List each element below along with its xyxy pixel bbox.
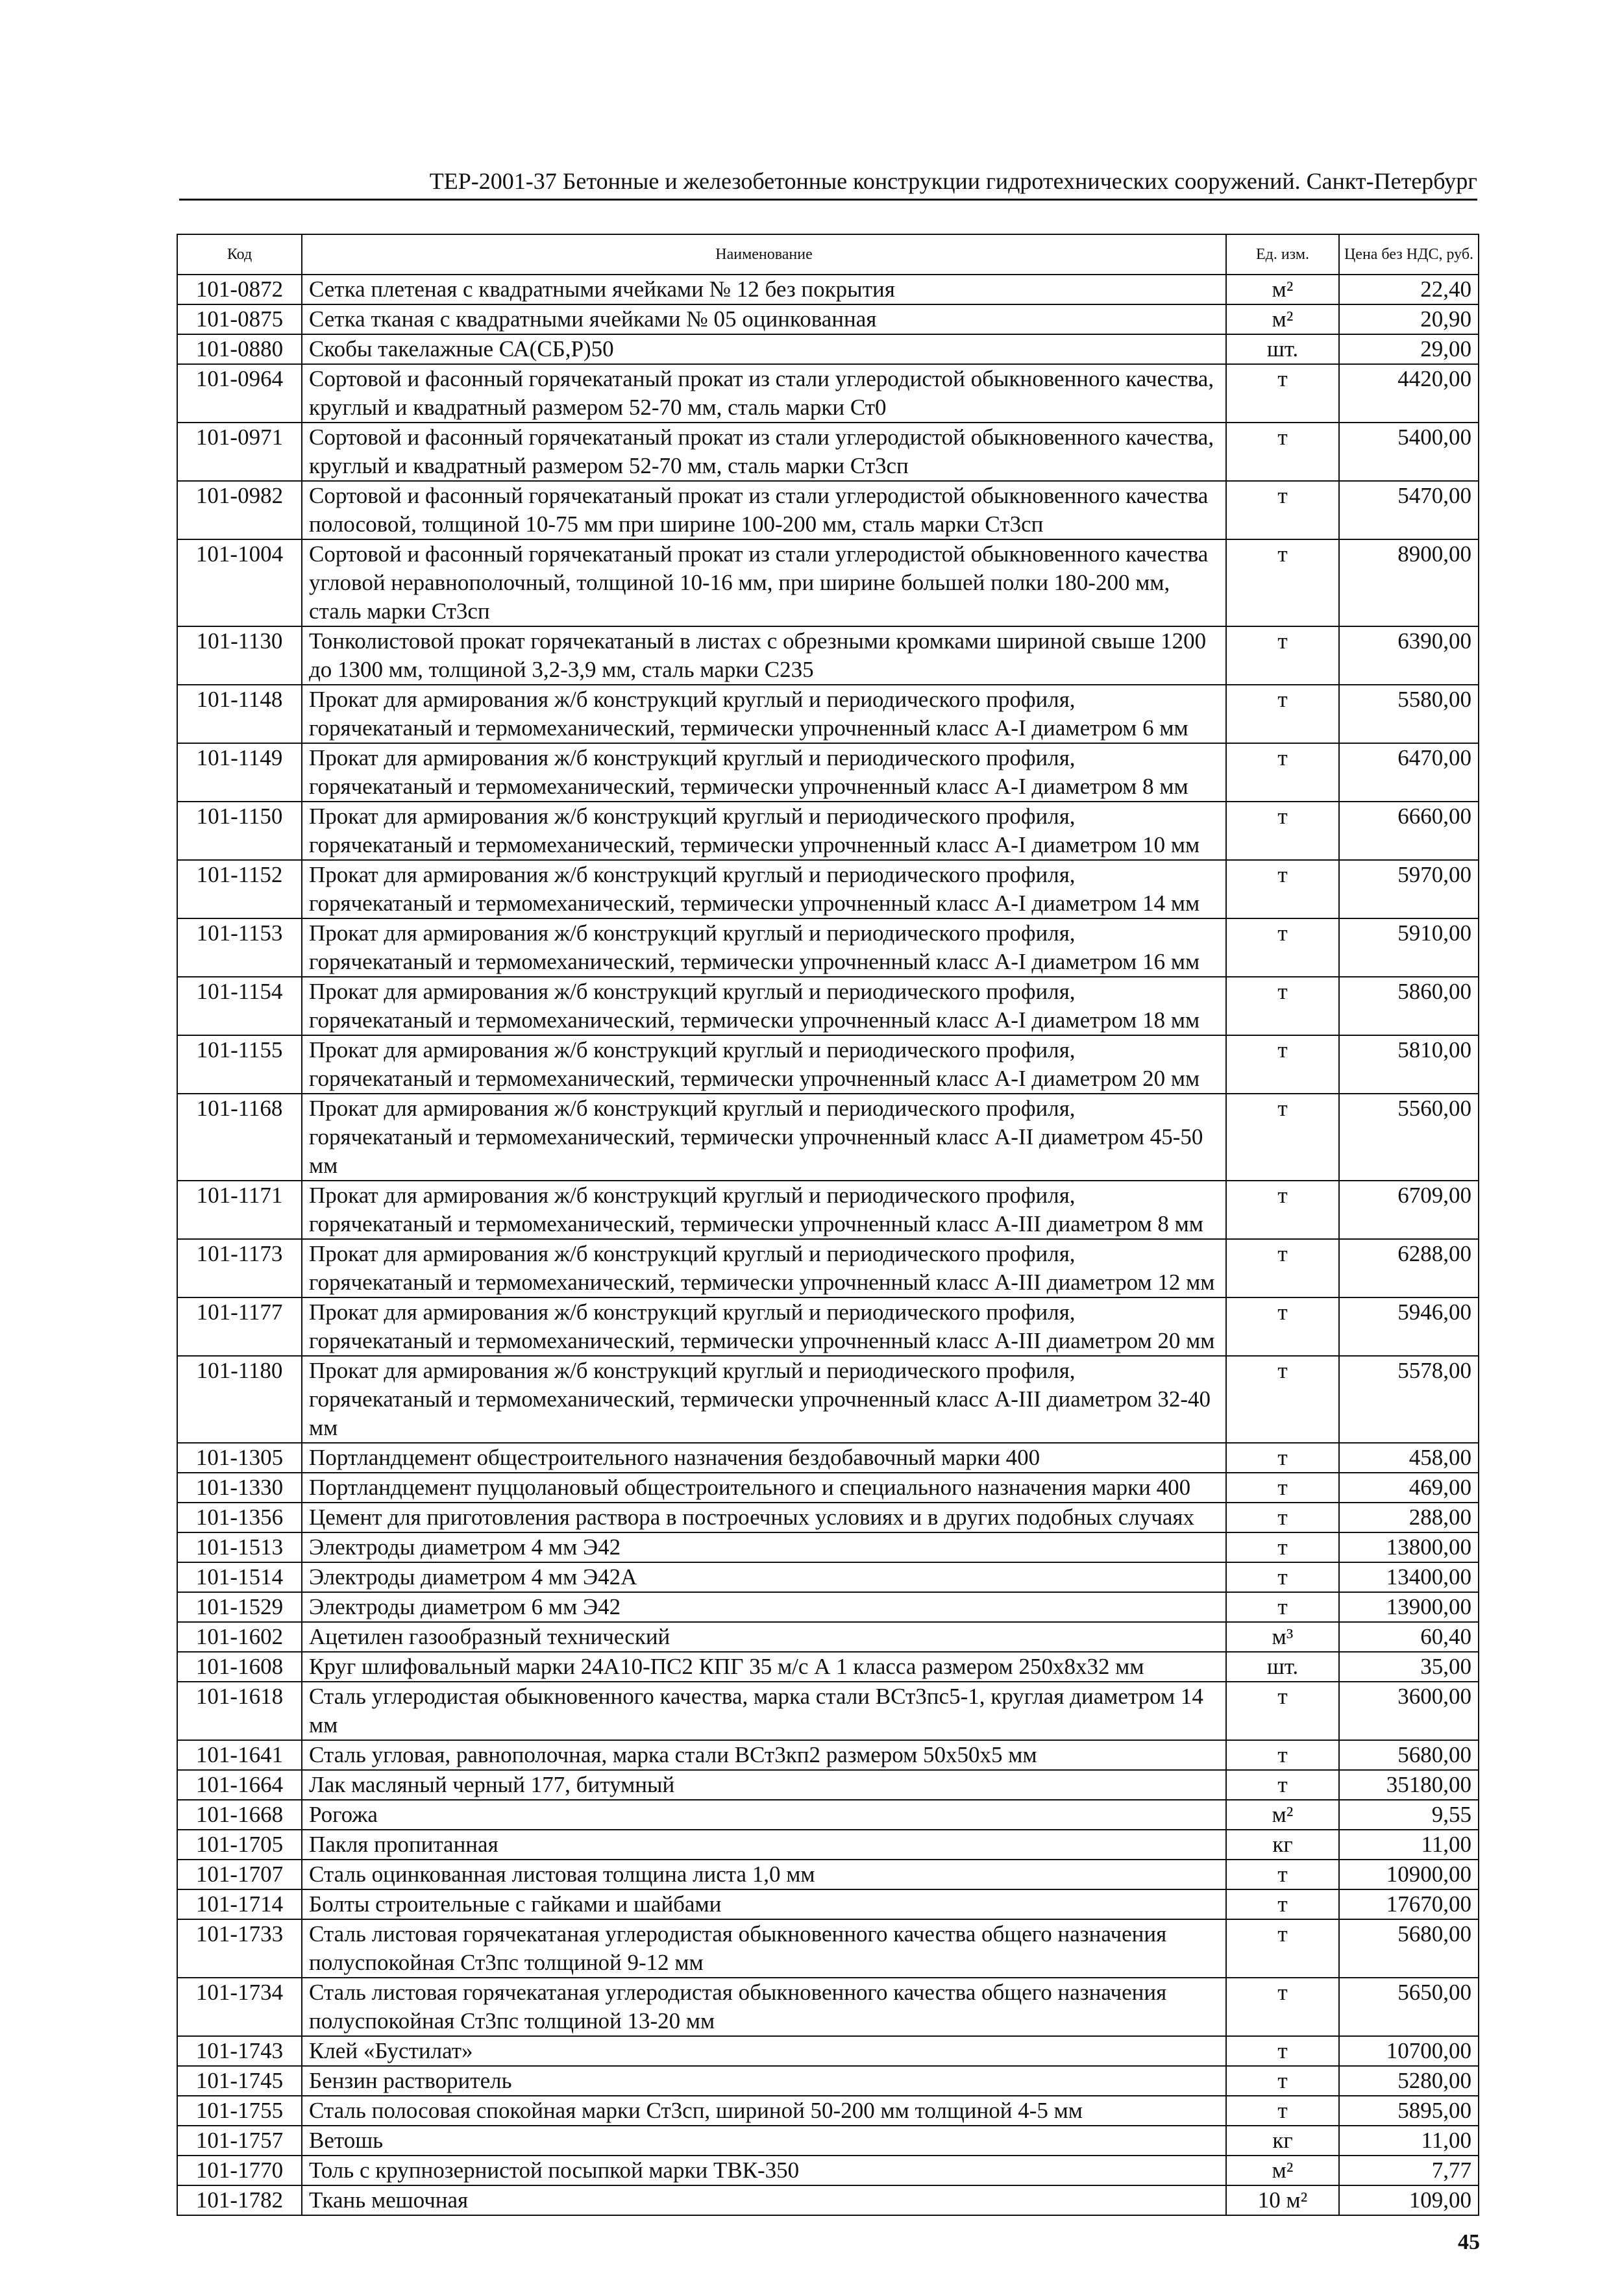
- unit-cell: т: [1226, 539, 1339, 626]
- column-header-unit: Ед. изм.: [1226, 234, 1339, 275]
- name-cell: Сетка плетеная с квадратными ячейками № 12 без покрытия: [302, 275, 1226, 304]
- name-cell: Сортовой и фасонный горячекатаный прокат из стали углеродистой обыкновенного качества, круглый и квадратный размером 52-70 мм, сталь марки Ст0: [302, 364, 1226, 423]
- table-row: [177, 539, 1479, 626]
- code-cell: 101-1602: [177, 1622, 302, 1652]
- name-cell: Бензин растворитель: [302, 2066, 1226, 2096]
- table-row: [177, 1239, 1479, 1297]
- unit-cell: т: [1226, 1473, 1339, 1503]
- price-cell: 11,00: [1339, 2126, 1479, 2156]
- code-cell: 101-1004: [177, 539, 302, 626]
- code-cell: 101-1733: [177, 1919, 302, 1978]
- price-cell: 6390,00: [1339, 626, 1479, 685]
- name-cell: Толь с крупнозернистой посыпкой марки ТВК-350: [302, 2156, 1226, 2185]
- code-cell: 101-0982: [177, 481, 302, 539]
- price-cell: 10700,00: [1339, 2036, 1479, 2066]
- code-cell: 101-1664: [177, 1770, 302, 1800]
- unit-cell: т: [1226, 481, 1339, 539]
- price-cell: 6660,00: [1339, 802, 1479, 860]
- name-cell: Портландцемент общестроительного назначения бездобавочный марки 400: [302, 1443, 1226, 1473]
- unit-cell: т: [1226, 1592, 1339, 1622]
- table-row: [177, 481, 1479, 539]
- code-cell: 101-1148: [177, 685, 302, 743]
- price-cell: 29,00: [1339, 334, 1479, 364]
- price-cell: 10900,00: [1339, 1860, 1479, 1889]
- code-cell: 101-0964: [177, 364, 302, 423]
- price-cell: 3600,00: [1339, 1682, 1479, 1740]
- price-cell: 5280,00: [1339, 2066, 1479, 2096]
- name-cell: Прокат для армирования ж/б конструкций круглый и периодического профиля, горячекатаный и термомеханический, термически упрочненный класс А-III диаметром 12 мм: [302, 1239, 1226, 1297]
- code-cell: 101-1529: [177, 1592, 302, 1622]
- code-cell: 101-1714: [177, 1889, 302, 1919]
- name-cell: Круг шлифовальный марки 24А10-ПС2 КПГ 35 м/с А 1 класса размером 250х8х32 мм: [302, 1652, 1226, 1682]
- table-row: [177, 1473, 1479, 1503]
- unit-cell: т: [1226, 860, 1339, 918]
- price-cell: 13400,00: [1339, 1562, 1479, 1592]
- code-cell: 101-1155: [177, 1035, 302, 1094]
- code-cell: 101-1755: [177, 2096, 302, 2126]
- table-row: [177, 1800, 1479, 1830]
- unit-cell: т: [1226, 1562, 1339, 1592]
- name-cell: Клей «Бустилат»: [302, 2036, 1226, 2066]
- code-cell: 101-1130: [177, 626, 302, 685]
- price-cell: 5680,00: [1339, 1740, 1479, 1770]
- table-row: [177, 2066, 1479, 2096]
- price-cell: 60,40: [1339, 1622, 1479, 1652]
- name-cell: Сталь оцинкованная листовая толщина листа 1,0 мм: [302, 1860, 1226, 1889]
- unit-cell: т: [1226, 1919, 1339, 1978]
- price-cell: 6709,00: [1339, 1181, 1479, 1239]
- name-cell: Сталь полосовая спокойная марки Ст3сп, шириной 50-200 мм толщиной 4-5 мм: [302, 2096, 1226, 2126]
- price-cell: 5560,00: [1339, 1094, 1479, 1181]
- unit-cell: т: [1226, 977, 1339, 1035]
- name-cell: Прокат для армирования ж/б конструкций круглый и периодического профиля, горячекатаный и термомеханический, термически упрочненный класс А-III диаметром 20 мм: [302, 1297, 1226, 1356]
- table-row: [177, 364, 1479, 423]
- code-cell: 101-0971: [177, 423, 302, 481]
- name-cell: Прокат для армирования ж/б конструкций круглый и периодического профиля, горячекатаный и термомеханический, термически упрочненный класс А-III диаметром 32-40 мм: [302, 1356, 1226, 1443]
- code-cell: 101-1514: [177, 1562, 302, 1592]
- price-cell: 5470,00: [1339, 481, 1479, 539]
- code-cell: 101-1705: [177, 1830, 302, 1860]
- price-cell: 5400,00: [1339, 423, 1479, 481]
- code-cell: 101-1173: [177, 1239, 302, 1297]
- unit-cell: т: [1226, 2036, 1339, 2066]
- table-row: [177, 1770, 1479, 1800]
- unit-cell: м²: [1226, 1800, 1339, 1830]
- table-row: [177, 802, 1479, 860]
- code-cell: 101-1152: [177, 860, 302, 918]
- code-cell: 101-1770: [177, 2156, 302, 2185]
- price-cell: 5578,00: [1339, 1356, 1479, 1443]
- code-cell: 101-0875: [177, 304, 302, 334]
- name-cell: Болты строительные с гайками и шайбами: [302, 1889, 1226, 1919]
- name-cell: Электроды диаметром 4 мм Э42А: [302, 1562, 1226, 1592]
- unit-cell: т: [1226, 2066, 1339, 2096]
- unit-cell: кг: [1226, 1830, 1339, 1860]
- unit-cell: шт.: [1226, 1652, 1339, 1682]
- name-cell: Прокат для армирования ж/б конструкций круглый и периодического профиля, горячекатаный и термомеханический, термически упрочненный класс А-I диаметром 6 мм: [302, 685, 1226, 743]
- table-row: [177, 2156, 1479, 2185]
- code-cell: 101-0880: [177, 334, 302, 364]
- unit-cell: т: [1226, 2096, 1339, 2126]
- code-cell: 101-1707: [177, 1860, 302, 1889]
- price-cell: 5650,00: [1339, 1978, 1479, 2036]
- price-cell: 7,77: [1339, 2156, 1479, 2185]
- unit-cell: т: [1226, 743, 1339, 802]
- name-cell: Сортовой и фасонный горячекатаный прокат из стали углеродистой обыкновенного качества полосовой, толщиной 10-75 мм при ширине 100-200 мм, сталь марки Ст3сп: [302, 481, 1226, 539]
- price-cell: 5910,00: [1339, 918, 1479, 977]
- name-cell: Сталь листовая горячекатаная углеродистая обыкновенного качества общего назначения полуспокойная Ст3пс толщиной 9-12 мм: [302, 1919, 1226, 1978]
- price-cell: 5946,00: [1339, 1297, 1479, 1356]
- name-cell: Электроды диаметром 6 мм Э42: [302, 1592, 1226, 1622]
- table-row: [177, 685, 1479, 743]
- table-row: [177, 860, 1479, 918]
- price-cell: 6288,00: [1339, 1239, 1479, 1297]
- unit-cell: шт.: [1226, 334, 1339, 364]
- code-cell: 101-1757: [177, 2126, 302, 2156]
- table-row: [177, 743, 1479, 802]
- code-cell: 101-1150: [177, 802, 302, 860]
- name-cell: Ацетилен газообразный технический: [302, 1622, 1226, 1652]
- name-cell: Прокат для армирования ж/б конструкций круглый и периодического профиля, горячекатаный и термомеханический, термически упрочненный класс А-I диаметром 20 мм: [302, 1035, 1226, 1094]
- table-row: [177, 1592, 1479, 1622]
- unit-cell: т: [1226, 1356, 1339, 1443]
- unit-cell: 10 м²: [1226, 2185, 1339, 2215]
- table-row: [177, 275, 1479, 304]
- price-cell: 6470,00: [1339, 743, 1479, 802]
- header-divider: [179, 199, 1477, 201]
- code-cell: 101-1618: [177, 1682, 302, 1740]
- table-row: [177, 1443, 1479, 1473]
- table-row: [177, 1652, 1479, 1682]
- table-row: [177, 1532, 1479, 1562]
- price-cell: 109,00: [1339, 2185, 1479, 2215]
- name-cell: Прокат для армирования ж/б конструкций круглый и периодического профиля, горячекатаный и термомеханический, термически упрочненный класс А-I диаметром 18 мм: [302, 977, 1226, 1035]
- table-row: [177, 2185, 1479, 2215]
- unit-cell: т: [1226, 1181, 1339, 1239]
- table-row: [177, 304, 1479, 334]
- table-row: [177, 423, 1479, 481]
- table-row: [177, 1356, 1479, 1443]
- unit-cell: т: [1226, 1035, 1339, 1094]
- page-number: 45: [1458, 2230, 1480, 2254]
- column-header-price: Цена без НДС, руб.: [1339, 234, 1479, 275]
- table-row: [177, 626, 1479, 685]
- code-cell: 101-1608: [177, 1652, 302, 1682]
- table-row: [177, 2036, 1479, 2066]
- unit-cell: т: [1226, 1889, 1339, 1919]
- code-cell: 101-0872: [177, 275, 302, 304]
- name-cell: Рогожа: [302, 1800, 1226, 1830]
- price-cell: 5680,00: [1339, 1919, 1479, 1978]
- price-cell: 11,00: [1339, 1830, 1479, 1860]
- unit-cell: т: [1226, 685, 1339, 743]
- price-cell: 13900,00: [1339, 1592, 1479, 1622]
- code-cell: 101-1168: [177, 1094, 302, 1181]
- table-row: [177, 1094, 1479, 1181]
- name-cell: Прокат для армирования ж/б конструкций круглый и периодического профиля, горячекатаный и термомеханический, термически упрочненный класс А-II диаметром 45-50 мм: [302, 1094, 1226, 1181]
- unit-cell: т: [1226, 1503, 1339, 1532]
- table-row: [177, 1682, 1479, 1740]
- name-cell: Портландцемент пуццолановый общестроительного и специального назначения марки 400: [302, 1473, 1226, 1503]
- code-cell: 101-1153: [177, 918, 302, 977]
- name-cell: Прокат для армирования ж/б конструкций круглый и периодического профиля, горячекатаный и термомеханический, термически упрочненный класс А-I диаметром 8 мм: [302, 743, 1226, 802]
- price-cell: 13800,00: [1339, 1532, 1479, 1562]
- table-row: [177, 1978, 1479, 2036]
- table-row: [177, 334, 1479, 364]
- table-row: [177, 1503, 1479, 1532]
- column-header-name: Наименование: [302, 234, 1226, 275]
- column-header-code: Код: [177, 234, 302, 275]
- price-cell: 4420,00: [1339, 364, 1479, 423]
- unit-cell: т: [1226, 1532, 1339, 1562]
- price-cell: 469,00: [1339, 1473, 1479, 1503]
- table-row: [177, 1181, 1479, 1239]
- table-row: [177, 2096, 1479, 2126]
- code-cell: 101-1668: [177, 1800, 302, 1830]
- code-cell: 101-1330: [177, 1473, 302, 1503]
- table-row: [177, 1919, 1479, 1978]
- unit-cell: т: [1226, 626, 1339, 685]
- price-cell: 9,55: [1339, 1800, 1479, 1830]
- unit-cell: т: [1226, 364, 1339, 423]
- unit-cell: м²: [1226, 304, 1339, 334]
- price-cell: 5860,00: [1339, 977, 1479, 1035]
- code-cell: 101-1743: [177, 2036, 302, 2066]
- name-cell: Прокат для армирования ж/б конструкций круглый и периодического профиля, горячекатаный и термомеханический, термически упрочненный класс А-I диаметром 10 мм: [302, 802, 1226, 860]
- code-cell: 101-1513: [177, 1532, 302, 1562]
- name-cell: Сталь углеродистая обыкновенного качества, марка стали ВСт3пс5-1, круглая диаметром 14 мм: [302, 1682, 1226, 1740]
- name-cell: Скобы такелажные СА(СБ,Р)50: [302, 334, 1226, 364]
- code-cell: 101-1154: [177, 977, 302, 1035]
- code-cell: 101-1180: [177, 1356, 302, 1443]
- code-cell: 101-1641: [177, 1740, 302, 1770]
- code-cell: 101-1356: [177, 1503, 302, 1532]
- name-cell: Сортовой и фасонный горячекатаный прокат из стали углеродистой обыкновенного качества, круглый и квадратный размером 52-70 мм, сталь марки Ст3сп: [302, 423, 1226, 481]
- name-cell: Сетка тканая с квадратными ячейками № 05 оцинкованная: [302, 304, 1226, 334]
- name-cell: Прокат для армирования ж/б конструкций круглый и периодического профиля, горячекатаный и термомеханический, термически упрочненный класс А-I диаметром 16 мм: [302, 918, 1226, 977]
- price-cell: 20,90: [1339, 304, 1479, 334]
- table-row: [177, 977, 1479, 1035]
- name-cell: Ткань мешочная: [302, 2185, 1226, 2215]
- price-cell: 35,00: [1339, 1652, 1479, 1682]
- price-cell: 458,00: [1339, 1443, 1479, 1473]
- code-cell: 101-1782: [177, 2185, 302, 2215]
- price-cell: 5580,00: [1339, 685, 1479, 743]
- running-header: ТЕР-2001-37 Бетонные и железобетонные конструкции гидротехнических сооружений. Санкт-Петербург: [429, 168, 1477, 194]
- table-row: [177, 1740, 1479, 1770]
- price-cell: 8900,00: [1339, 539, 1479, 626]
- name-cell: Ветошь: [302, 2126, 1226, 2156]
- unit-cell: т: [1226, 1443, 1339, 1473]
- table-row: [177, 1562, 1479, 1592]
- table-row: [177, 2126, 1479, 2156]
- unit-cell: т: [1226, 1978, 1339, 2036]
- price-cell: 288,00: [1339, 1503, 1479, 1532]
- unit-cell: т: [1226, 1740, 1339, 1770]
- price-cell: 22,40: [1339, 275, 1479, 304]
- unit-cell: т: [1226, 802, 1339, 860]
- table-row: [177, 1860, 1479, 1889]
- table-row: [177, 1622, 1479, 1652]
- code-cell: 101-1305: [177, 1443, 302, 1473]
- unit-cell: кг: [1226, 2126, 1339, 2156]
- name-cell: Лак масляный черный 177, битумный: [302, 1770, 1226, 1800]
- unit-cell: т: [1226, 1682, 1339, 1740]
- code-cell: 101-1734: [177, 1978, 302, 2036]
- table-row: [177, 918, 1479, 977]
- unit-cell: м²: [1226, 2156, 1339, 2185]
- code-cell: 101-1177: [177, 1297, 302, 1356]
- table-body: [177, 275, 1479, 2215]
- unit-cell: т: [1226, 1770, 1339, 1800]
- name-cell: Сортовой и фасонный горячекатаный прокат из стали углеродистой обыкновенного качества угловой неравнополочный, толщиной 10-16 мм, при ширине большей полки 180-200 мм, сталь марки Ст3сп: [302, 539, 1226, 626]
- table-row: [177, 1889, 1479, 1919]
- unit-cell: м²: [1226, 275, 1339, 304]
- price-cell: 5970,00: [1339, 860, 1479, 918]
- name-cell: Прокат для армирования ж/б конструкций круглый и периодического профиля, горячекатаный и термомеханический, термически упрочненный класс А-III диаметром 8 мм: [302, 1181, 1226, 1239]
- code-cell: 101-1171: [177, 1181, 302, 1239]
- table-header-row: [177, 234, 1479, 275]
- price-cell: 35180,00: [1339, 1770, 1479, 1800]
- code-cell: 101-1149: [177, 743, 302, 802]
- unit-cell: т: [1226, 1860, 1339, 1889]
- name-cell: Пакля пропитанная: [302, 1830, 1226, 1860]
- name-cell: Прокат для армирования ж/б конструкций круглый и периодического профиля, горячекатаный и термомеханический, термически упрочненный класс А-I диаметром 14 мм: [302, 860, 1226, 918]
- unit-cell: т: [1226, 1239, 1339, 1297]
- price-cell: 5810,00: [1339, 1035, 1479, 1094]
- name-cell: Сталь угловая, равнополочная, марка стали ВСт3кп2 размером 50х50х5 мм: [302, 1740, 1226, 1770]
- table-row: [177, 1035, 1479, 1094]
- name-cell: Цемент для приготовления раствора в построечных условиях и в других подобных случаях: [302, 1503, 1226, 1532]
- table-row: [177, 1830, 1479, 1860]
- unit-cell: т: [1226, 918, 1339, 977]
- unit-cell: т: [1226, 1094, 1339, 1181]
- price-cell: 5895,00: [1339, 2096, 1479, 2126]
- unit-cell: т: [1226, 423, 1339, 481]
- table-row: [177, 1297, 1479, 1356]
- name-cell: Тонколистовой прокат горячекатаный в листах с обрезными кромками шириной свыше 1200 до 1300 мм, толщиной 3,2-3,9 мм, сталь марки С235: [302, 626, 1226, 685]
- price-table: [177, 234, 1479, 2216]
- code-cell: 101-1745: [177, 2066, 302, 2096]
- unit-cell: т: [1226, 1297, 1339, 1356]
- name-cell: Электроды диаметром 4 мм Э42: [302, 1532, 1226, 1562]
- unit-cell: м³: [1226, 1622, 1339, 1652]
- price-cell: 17670,00: [1339, 1889, 1479, 1919]
- name-cell: Сталь листовая горячекатаная углеродистая обыкновенного качества общего назначения полуспокойная Ст3пс толщиной 13-20 мм: [302, 1978, 1226, 2036]
